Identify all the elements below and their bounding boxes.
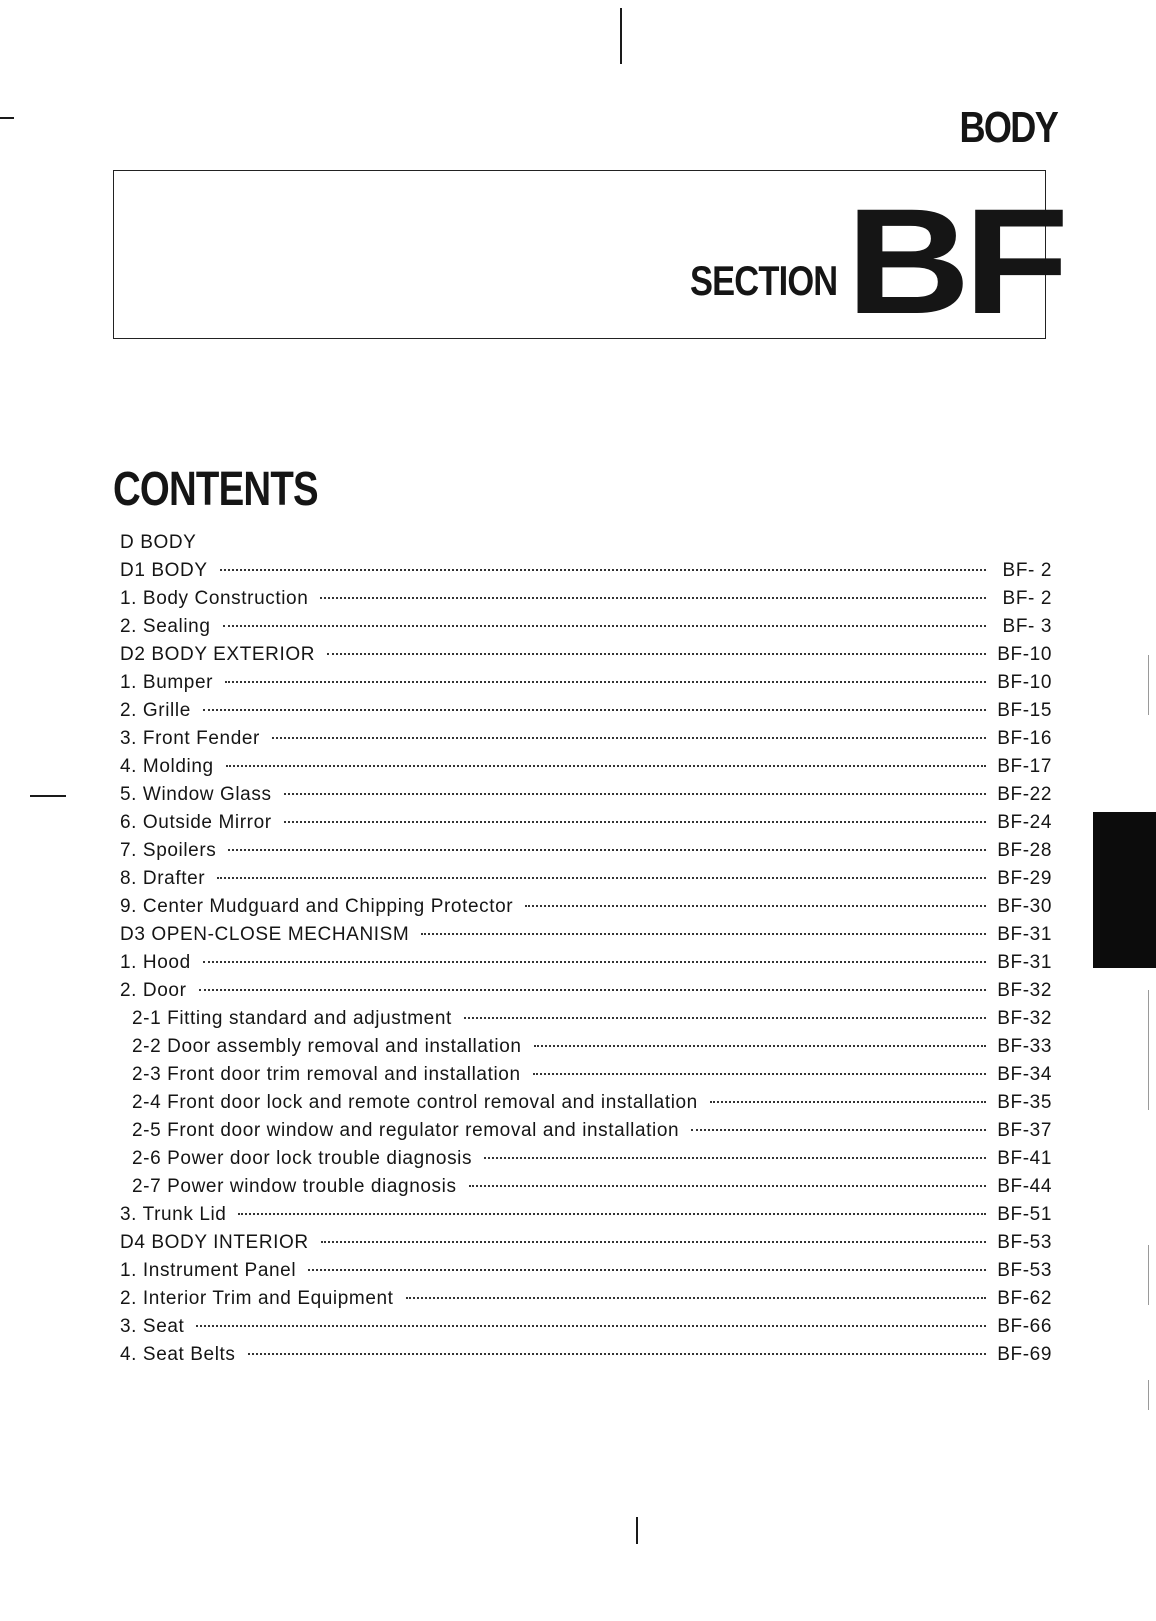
toc-entry-title: 2. Grille xyxy=(120,700,191,721)
toc-entry-title: 2-1 Fitting standard and adjustment xyxy=(132,1008,452,1029)
toc-entry-title: 1. Body Construction xyxy=(120,588,309,609)
toc-entry-page: BF-34 xyxy=(997,1064,1052,1085)
dot-leader xyxy=(308,1269,986,1271)
toc-entry-title: 2-3 Front door trim removal and installation xyxy=(132,1064,521,1085)
toc-entry[interactable] xyxy=(120,1092,1052,1120)
dot-leader xyxy=(327,653,986,655)
toc-entry-title: 4. Seat Belts xyxy=(120,1344,236,1365)
margin-mark xyxy=(0,117,14,119)
toc-entry-page: BF-66 xyxy=(997,1316,1052,1337)
toc-entry-title: D1 BODY xyxy=(120,560,208,581)
toc-entry-page: BF-30 xyxy=(997,896,1052,917)
dot-leader xyxy=(321,1241,986,1243)
toc-entry-page: BF-51 xyxy=(997,1204,1052,1225)
dot-leader xyxy=(196,1325,986,1327)
toc-entry-page: BF- 3 xyxy=(1002,616,1052,637)
toc-entry-page: BF-32 xyxy=(997,1008,1052,1029)
toc-entry-title: 1. Instrument Panel xyxy=(120,1260,297,1281)
dot-leader xyxy=(484,1157,986,1159)
toc-entry[interactable] xyxy=(120,1036,1052,1064)
toc-entry-page: BF-16 xyxy=(997,728,1052,749)
toc-entry-title: D4 BODY INTERIOR xyxy=(120,1232,309,1253)
toc-entry-title: 3. Trunk Lid xyxy=(120,1204,227,1225)
section-label: SECTION xyxy=(690,257,838,304)
toc-entry-page: BF-31 xyxy=(997,952,1052,973)
toc-entry-title: 7. Spoilers xyxy=(120,840,217,861)
toc-entry-page: BF-32 xyxy=(997,980,1052,1001)
toc-entry-page: BF- 2 xyxy=(1002,560,1052,581)
toc-entry-title: 2-7 Power window trouble diagnosis xyxy=(132,1176,457,1197)
section-thumb-tab xyxy=(1093,812,1156,968)
toc-entry-page: BF-62 xyxy=(997,1288,1052,1309)
toc-entry[interactable] xyxy=(120,616,1052,644)
contents-heading: CONTENTS xyxy=(113,463,318,516)
toc-entry-page: BF-29 xyxy=(997,868,1052,889)
toc-entry[interactable] xyxy=(120,980,1052,1008)
dot-leader xyxy=(691,1129,986,1131)
dot-leader xyxy=(533,1073,986,1075)
toc-entry-page: BF-22 xyxy=(997,784,1052,805)
edge-mark xyxy=(1148,655,1149,715)
toc-entry-page: BF-17 xyxy=(997,756,1052,777)
binding-mark-bottom xyxy=(636,1517,638,1544)
toc-entry-title: D3 OPEN-CLOSE MECHANISM xyxy=(120,924,410,945)
toc-entry-title: D BODY xyxy=(120,532,197,553)
toc-entry[interactable] xyxy=(120,868,1052,896)
toc-entry-title: 6. Outside Mirror xyxy=(120,812,272,833)
dot-leader xyxy=(226,765,986,767)
toc-entry-title: 2. Sealing xyxy=(120,616,211,637)
toc-entry[interactable] xyxy=(120,1260,1052,1288)
edge-mark xyxy=(1148,990,1149,1110)
toc-entry[interactable] xyxy=(120,784,1052,812)
toc-entry-title: D2 BODY EXTERIOR xyxy=(120,644,316,665)
toc-entry[interactable] xyxy=(120,1316,1052,1344)
toc-entry-title: 1. Hood xyxy=(120,952,191,973)
toc-entry[interactable] xyxy=(120,672,1052,700)
toc-entry-title: 9. Center Mudguard and Chipping Protector xyxy=(120,896,514,917)
edge-mark xyxy=(1148,1245,1149,1305)
toc-entry-title: 5. Window Glass xyxy=(120,784,272,805)
toc-entry[interactable] xyxy=(120,532,1052,560)
dot-leader xyxy=(203,709,986,711)
dot-leader xyxy=(421,933,986,935)
toc-entry[interactable] xyxy=(120,728,1052,756)
edge-mark xyxy=(1148,1380,1149,1410)
toc-entry-page: BF-37 xyxy=(997,1120,1052,1141)
dot-leader xyxy=(320,597,986,599)
toc-entry-title: 2. Interior Trim and Equipment xyxy=(120,1288,394,1309)
toc-entry-title: 4. Molding xyxy=(120,756,214,777)
toc-entry[interactable] xyxy=(120,588,1052,616)
toc-entry-page: BF-31 xyxy=(997,924,1052,945)
toc-entry-title: 3. Front Fender xyxy=(120,728,260,749)
toc-entry[interactable] xyxy=(120,952,1052,980)
dot-leader xyxy=(469,1185,986,1187)
toc-entry-title: 8. Drafter xyxy=(120,868,206,889)
toc-entry-title: 2. Door xyxy=(120,980,187,1001)
dot-leader xyxy=(223,625,986,627)
toc-entry-page: BF-35 xyxy=(997,1092,1052,1113)
toc-entry[interactable] xyxy=(120,896,1052,924)
dot-leader xyxy=(248,1353,986,1355)
toc-entry[interactable] xyxy=(120,1064,1052,1092)
table-of-contents xyxy=(120,532,1052,1372)
toc-entry[interactable] xyxy=(120,1176,1052,1204)
toc-entry[interactable] xyxy=(120,1148,1052,1176)
toc-entry-title: 2-4 Front door lock and remote control removal and installation xyxy=(132,1092,698,1113)
toc-entry-title: 2-2 Door assembly removal and installation xyxy=(132,1036,522,1057)
toc-entry-page: BF-53 xyxy=(997,1260,1052,1281)
dot-leader xyxy=(406,1297,986,1299)
toc-entry[interactable] xyxy=(120,1008,1052,1036)
toc-entry-page: BF-15 xyxy=(997,700,1052,721)
dot-leader xyxy=(464,1017,986,1019)
toc-entry-title: 2-6 Power door lock trouble diagnosis xyxy=(132,1148,473,1169)
dot-leader xyxy=(272,737,986,739)
dot-leader xyxy=(225,681,986,683)
dot-leader xyxy=(199,989,986,991)
toc-entry-page: BF- 2 xyxy=(1002,588,1052,609)
toc-entry-page: BF-10 xyxy=(997,672,1052,693)
toc-entry-page: BF-10 xyxy=(997,644,1052,665)
toc-entry-title: 3. Seat xyxy=(120,1316,185,1337)
toc-entry-page: BF-41 xyxy=(997,1148,1052,1169)
binding-mark-top xyxy=(620,8,622,64)
dot-leader xyxy=(203,961,986,963)
dot-leader xyxy=(217,877,986,879)
dot-leader xyxy=(534,1045,986,1047)
toc-entry-page: BF-28 xyxy=(997,840,1052,861)
toc-entry-title: 2-5 Front door window and regulator removal and installation xyxy=(132,1120,680,1141)
dot-leader xyxy=(284,793,986,795)
toc-entry-page: BF-53 xyxy=(997,1232,1052,1253)
dot-leader xyxy=(238,1213,986,1215)
toc-entry[interactable] xyxy=(120,1232,1052,1260)
toc-entry[interactable] xyxy=(120,812,1052,840)
dot-leader xyxy=(525,905,986,907)
section-code: BF xyxy=(846,177,1063,345)
dot-leader xyxy=(710,1101,986,1103)
toc-entry[interactable] xyxy=(120,1204,1052,1232)
toc-entry[interactable] xyxy=(120,756,1052,784)
toc-entry[interactable] xyxy=(120,840,1052,868)
toc-entry-title: 1. Bumper xyxy=(120,672,214,693)
toc-entry[interactable] xyxy=(120,1344,1052,1372)
toc-entry-page: BF-33 xyxy=(997,1036,1052,1057)
toc-entry-page: BF-44 xyxy=(997,1176,1052,1197)
toc-entry[interactable] xyxy=(120,700,1052,728)
margin-mark xyxy=(30,795,66,797)
toc-entry[interactable] xyxy=(120,1120,1052,1148)
toc-entry-page: BF-24 xyxy=(997,812,1052,833)
dot-leader xyxy=(228,849,986,851)
dot-leader xyxy=(220,569,986,571)
chapter-title: BODY xyxy=(959,103,1058,152)
toc-entry[interactable] xyxy=(120,560,1052,588)
toc-entry[interactable] xyxy=(120,924,1052,952)
dot-leader xyxy=(284,821,986,823)
toc-entry[interactable] xyxy=(120,644,1052,672)
toc-entry[interactable] xyxy=(120,1288,1052,1316)
toc-entry-page: BF-69 xyxy=(997,1344,1052,1365)
